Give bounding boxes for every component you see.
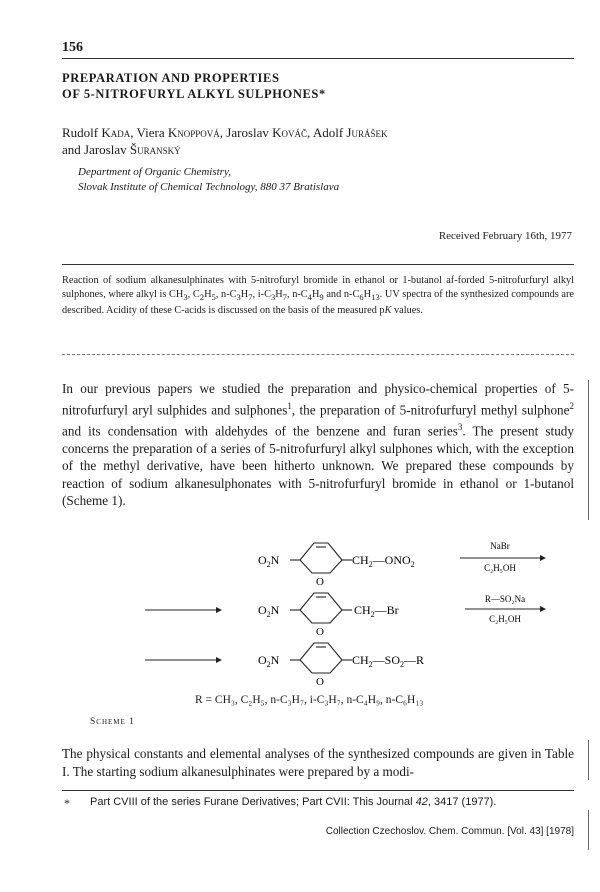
abstract-text: H [275, 288, 283, 300]
margin-mark [588, 810, 589, 850]
affiliation-line-2: Slovak Institute of Chemical Technology, 880 37 Bratislava [78, 181, 340, 193]
arrow-head [216, 657, 222, 663]
abstract-text: and n-C [323, 288, 360, 300]
reference-marker: 2 [569, 400, 574, 411]
author-surname: Šuranský [129, 142, 181, 157]
abstract-text: H [204, 288, 212, 300]
subscript: 2 [199, 291, 205, 302]
subscript: 13 [371, 291, 380, 302]
arrow-head [216, 607, 222, 613]
o2n-label: $O_2N$ [258, 653, 280, 669]
reference-marker: 1 [287, 400, 292, 411]
author-list [62, 124, 562, 158]
abstract-text: , n-C [215, 288, 237, 300]
abstract-text: Reaction of sodium alkanesulphinates with 5-nitrofuryl bromide in ethanol or 1-butanol af-forded 5-nitrofurfuryl alkyl sulphones, where alkyl is CH [62, 275, 574, 300]
ring-oxygen: O [316, 676, 324, 688]
abstract-text: , i-C [252, 288, 271, 300]
author-surname: Kováč [272, 125, 308, 140]
arrow-head [540, 555, 546, 561]
o2n-label: $O_2N$ [258, 603, 280, 619]
footnote-text: , 3417 (1977). [427, 796, 497, 808]
margin-mark [588, 380, 589, 520]
header-rule [62, 58, 574, 59]
author-surname: Knoppová [167, 125, 220, 140]
subscript: 5 [211, 291, 216, 302]
reagent-2-bottom: C₂H₅OH [489, 614, 521, 624]
ring-oxygen: O [316, 626, 324, 638]
body-paragraph-2: The physical constants and elemental analyses of the synthesized compounds are given in Table I. The starting sodium alkanesulphinates were prepared by a modi- [62, 746, 574, 779]
scheme-label: Scheme 1 [90, 717, 135, 727]
abstract-top-rule [62, 264, 574, 265]
r-group-definition: R = CH₃, C₂H₅, n-C₃H₇, i-C₃H₇, n-C₄H₉, n-C₆H₁₃ [195, 694, 424, 706]
abstract-text: values. [391, 305, 423, 317]
author-sep: , Jaroslav [219, 125, 273, 140]
subscript: 9 [319, 291, 324, 302]
abstract-bottom-rule [62, 354, 574, 355]
ring-oxygen: O [316, 576, 324, 588]
footnote [90, 796, 570, 808]
abstract-text: , n-C [286, 288, 308, 300]
author-sep: , Adolf [307, 125, 347, 140]
body-text: , the preparation of 5-nitrofurfuryl methyl sulphone [291, 401, 570, 417]
abstract-text: . UV spectra of the synthesized compounds are described. Acidity of these C-acids is discussed on the basis of the measured p [62, 288, 574, 317]
subscript: 7 [282, 291, 287, 302]
footnote-volume: 42 [415, 796, 428, 808]
footnote-rule [62, 790, 574, 791]
title-line-2: OF 5-NITROFURYL ALKYL SULPHONES* [62, 87, 326, 101]
footnote-text: Part CVIII of the series Furane Derivatives; Part CVII: This Journal [90, 796, 416, 808]
substituent-ono2: $CH_2—ONO_2$ [352, 553, 415, 569]
scheme-row-3 [145, 643, 424, 688]
body-paragraph-1 [62, 380, 574, 510]
subscript: 3 [236, 291, 241, 302]
furan-ring [290, 643, 352, 673]
furan-ring [290, 593, 352, 623]
reference-marker: 3 [457, 421, 463, 432]
body-text: . The present study concerns the preparation of a series of 5-nitrofurfuryl alkyl sulphones which, with the exception of the methyl derivative, have been hitherto unknown. We prepared these compounds by reaction of sodium alkanesulphonates with 5-nitrofurfuryl bromide in ethanol or 1-butanol (Scheme 1). [62, 422, 574, 509]
reagent-1-bottom: C₂H₅OH [484, 563, 516, 573]
received-date: Received February 16th, 1977 [438, 230, 572, 242]
margin-mark [588, 740, 589, 780]
abstract-text: , C [187, 288, 200, 300]
author-sep: and Jaroslav [62, 142, 130, 157]
body-text: In our previous papers we studied the preparation and physico-chemical properties of 5-nitrofurfuryl aryl sulphides and sulphones [62, 381, 574, 417]
footnote-mark: * [64, 796, 70, 810]
abstract-text: H [363, 288, 372, 300]
substituent-so2r: $CH_2—SO_2—R$ [352, 653, 425, 669]
reaction-scheme [0, 525, 600, 695]
subscript: 3 [270, 291, 276, 302]
abstract [62, 274, 574, 318]
abstract-text: H [311, 288, 320, 300]
author-first: Rudolf [62, 125, 102, 140]
title-line-1: PREPARATION AND PROPERTIES [62, 71, 280, 85]
furan-ring [290, 543, 352, 573]
abstract-italic: K [384, 305, 392, 317]
author-surname: Jurášek [346, 125, 388, 140]
author-sep: , Viera [130, 125, 168, 140]
o2n-label: $O_2N$ [258, 553, 280, 569]
body-text: and its condensation with aldehydes of the benzene and furan series [62, 422, 458, 438]
journal-citation: Collection Czechoslov. Chem. Commun. [Vol. 43] [1978] [325, 826, 574, 837]
affiliation [78, 165, 558, 195]
authors-line-2 [62, 141, 562, 158]
affiliation-line-1: Department of Organic Chemistry, [78, 166, 231, 178]
reagent-2-top: R—SO₂Na [484, 594, 526, 604]
abstract-text: H [240, 288, 249, 300]
page-number: 156 [62, 40, 83, 55]
substituent-br: $CH_2—Br$ [354, 603, 399, 619]
subscript: 7 [248, 291, 253, 302]
author-surname: Kada [101, 125, 131, 140]
subscript: 4 [307, 291, 312, 302]
reagent-1-top: NaBr [490, 541, 510, 551]
arrow-head [540, 606, 546, 612]
article-title [62, 70, 562, 102]
subscript: 6 [359, 291, 364, 302]
subscript: 3 [183, 291, 188, 302]
authors-line-1 [62, 124, 562, 141]
scheme-row-1 [258, 541, 546, 588]
scheme-row-2 [145, 593, 546, 638]
